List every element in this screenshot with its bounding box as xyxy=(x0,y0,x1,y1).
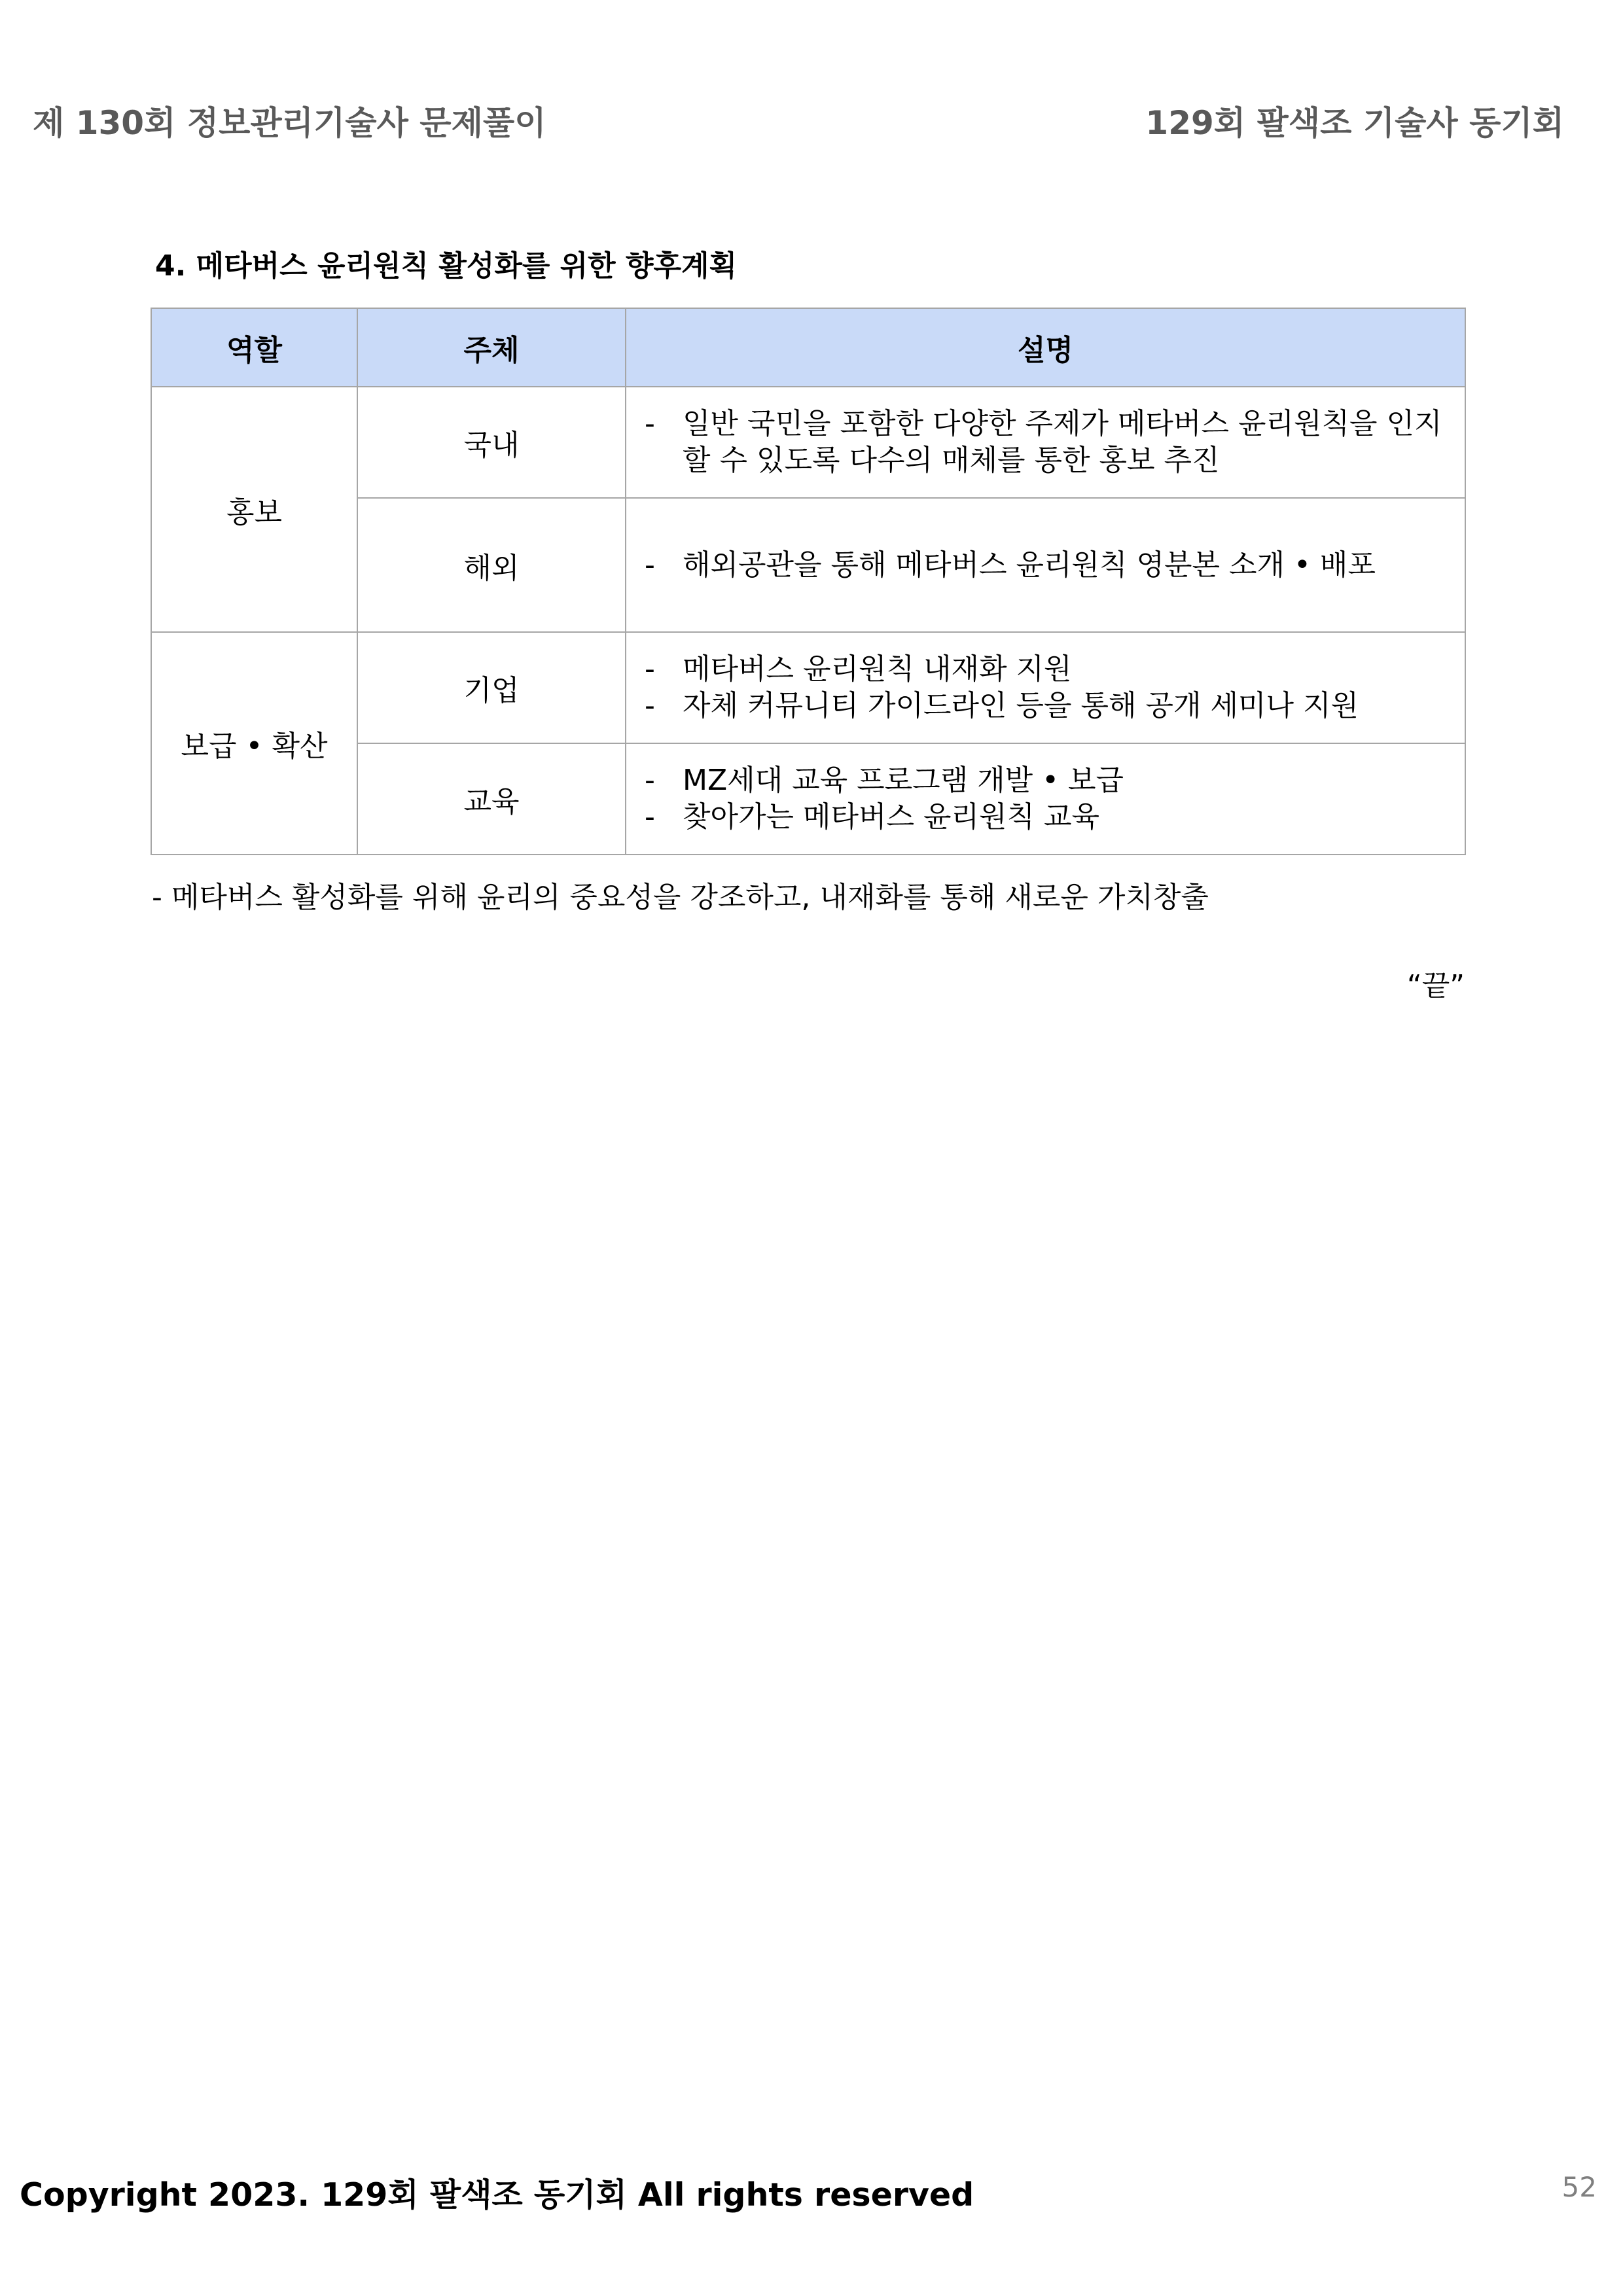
column-header-role: 역할 xyxy=(151,308,357,387)
description-text: MZ세대 교육 프로그램 개발 • 보급 xyxy=(683,764,1124,797)
bullet-dash: - xyxy=(645,652,655,686)
bullet-dash: - xyxy=(645,407,655,440)
column-header-description: 설명 xyxy=(626,308,1465,387)
bullet-dash: - xyxy=(645,689,655,722)
description-cell xyxy=(626,743,1465,855)
description-item xyxy=(645,406,1449,479)
bullet-dash: - xyxy=(645,800,655,834)
description-item xyxy=(645,547,1449,584)
description-item xyxy=(645,651,1449,688)
description-item xyxy=(645,762,1449,799)
header-left-title: 제 130회 정보관리기술사 문제풀이 xyxy=(33,104,546,142)
description-text: 일반 국민을 포함한 다양한 주제가 메타버스 윤리원칙을 인지할 수 있도록 다수의 매체를 통한 홍보 추진 xyxy=(683,407,1442,477)
description-cell xyxy=(626,498,1465,632)
description-cell xyxy=(626,387,1465,498)
description-text: 해외공관을 통해 메타버스 윤리원칙 영분본 소개 • 배포 xyxy=(683,548,1376,582)
column-header-subject: 주체 xyxy=(357,308,626,387)
description-text: 자체 커뮤니티 가이드라인 등을 통해 공개 세미나 지원 xyxy=(683,689,1359,722)
table-row xyxy=(151,632,1465,743)
description-item xyxy=(645,688,1449,724)
summary-note: - 메타버스 활성화를 위해 윤리의 중요성을 강조하고, 내재화를 통해 새로운 가치창출 xyxy=(152,881,1209,914)
subject-cell: 해외 xyxy=(357,498,626,632)
subject-cell: 기업 xyxy=(357,632,626,743)
description-cell xyxy=(626,632,1465,743)
page-number: 52 xyxy=(1561,2171,1597,2203)
header-right-title: 129회 팔색조 기술사 동기회 xyxy=(1145,104,1564,142)
description-text: 메타버스 윤리원칙 내재화 지원 xyxy=(683,652,1072,686)
end-mark: “끝” xyxy=(1406,969,1465,1002)
footer-copyright: Copyright 2023. 129회 팔색조 동기회 All rights reserved xyxy=(20,2176,974,2214)
bullet-dash: - xyxy=(645,764,655,797)
role-cell: 홍보 xyxy=(151,387,357,632)
plan-table xyxy=(151,308,1466,855)
table-header-row xyxy=(151,308,1465,387)
subject-cell: 국내 xyxy=(357,387,626,498)
role-cell: 보급 • 확산 xyxy=(151,632,357,855)
table-row xyxy=(151,387,1465,498)
section-title: 4. 메타버스 윤리원칙 활성화를 위한 향후계획 xyxy=(155,249,737,283)
description-item xyxy=(645,799,1449,836)
description-text: 찾아가는 메타버스 윤리원칙 교육 xyxy=(683,800,1100,834)
subject-cell: 교육 xyxy=(357,743,626,855)
bullet-dash: - xyxy=(645,548,655,582)
